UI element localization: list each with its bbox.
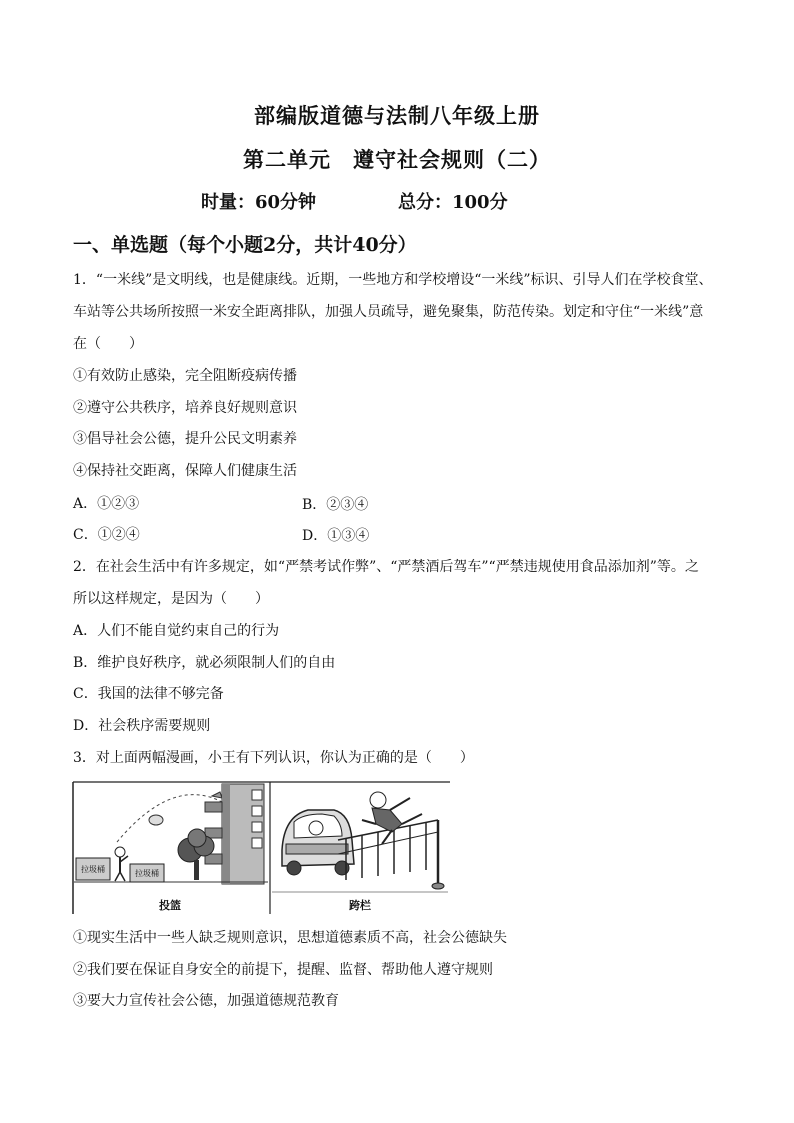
comic-left-basketball — [74, 784, 268, 912]
q1-option-b: B．②③④ — [302, 497, 369, 513]
comic-figure — [72, 780, 450, 914]
caption-right: 跨栏 — [349, 899, 371, 912]
q1-stem-line1: 1．“一米线”是文明线，也是健康线。近期，一些地方和学校增设“一米线”标识、引导人们在学校食堂、 — [73, 272, 713, 288]
trash-bin-label-2: 拉圾桶 — [135, 869, 159, 878]
q1-stem-line3: 在（ ） — [73, 336, 143, 352]
comic-right-hurdle — [272, 792, 448, 912]
q1-option-d: D．①③④ — [302, 528, 370, 544]
q2-stem-line2: 所以这样规定，是因为（ ） — [73, 591, 269, 607]
q1-item-4: ④保持社交距离，保障人们健康生活 — [73, 463, 297, 479]
q1-stem-line2: 车站等公共场所按照一米安全距离排队，加强人员疏导，避免聚集，防范传染。划定和守住“一米线”意 — [73, 304, 704, 320]
q1-item-1: ①有效防止感染，完全阻断疫病传播 — [73, 368, 297, 384]
q2-option-d: D．社会秩序需要规则 — [73, 718, 211, 734]
exam-time: 时量：60分钟 — [201, 192, 317, 213]
q1-item-3: ③倡导社会公德，提升公民文明素养 — [73, 431, 297, 447]
document-title: 部编版道德与法制八年级上册 — [254, 103, 540, 128]
trash-bin-label-1: 拉圾桶 — [81, 865, 105, 874]
document-subtitle: 第二单元 遵守社会规则（二） — [243, 147, 551, 172]
q3-stem: 3．对上面两幅漫画，小王有下列认识，你认为正确的是（ ） — [73, 750, 474, 766]
q2-stem-line1: 2．在社会生活中有许多规定，如“严禁考试作弊”、“严禁酒后驾车”“严禁违规使用食品添加剂”等。之 — [73, 559, 699, 575]
caption-left: 投篮 — [159, 899, 181, 912]
q1-option-c: C．①②④ — [73, 527, 140, 543]
q3-item-2: ②我们要在保证自身安全的前提下，提醒、监督、帮助他人遵守规则 — [73, 962, 493, 978]
q1-option-a: A．①②③ — [73, 496, 140, 512]
q3-item-1: ①现实生活中一些人缺乏规则意识，思想道德素质不高，社会公德缺失 — [73, 930, 507, 946]
q2-option-a: A．人们不能自觉约束自己的行为 — [73, 623, 280, 639]
q2-option-c: C．我国的法律不够完备 — [73, 686, 224, 702]
q1-item-2: ②遵守公共秩序，培养良好规则意识 — [73, 400, 297, 416]
q2-option-b: B．维护良好秩序，就必须限制人们的自由 — [73, 655, 336, 671]
section-title: 一、单选题（每个小题2分，共计40分） — [73, 234, 417, 256]
q3-item-3: ③要大力宣传社会公德，加强道德规范教育 — [73, 993, 339, 1009]
exam-score: 总分：100分 — [398, 192, 508, 213]
